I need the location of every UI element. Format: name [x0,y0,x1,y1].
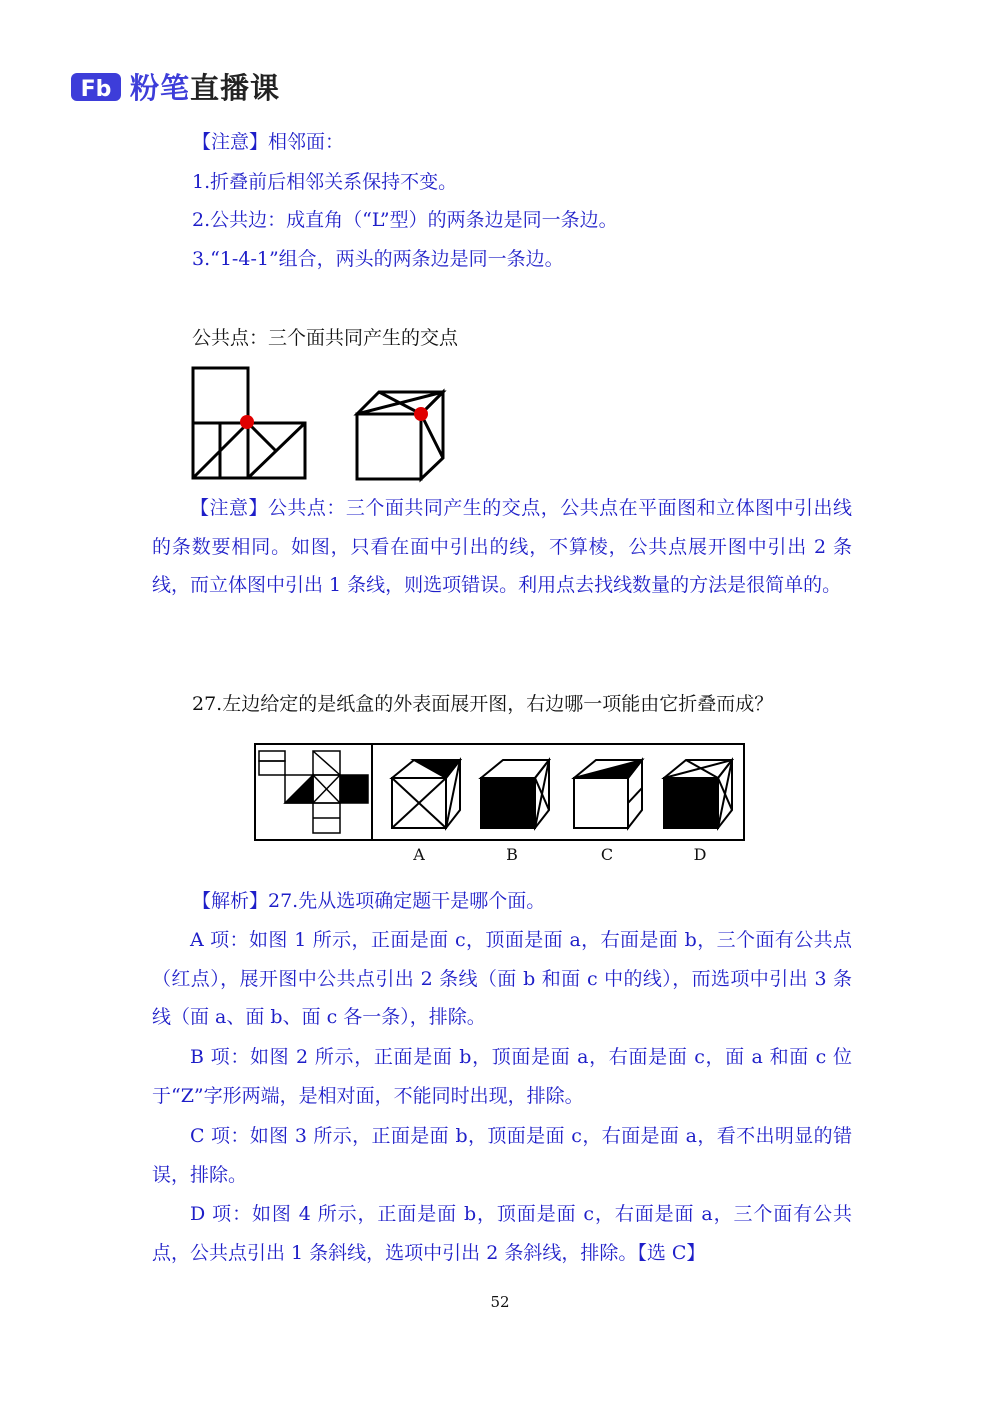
adjacent-note-title: 【注意】相邻面： [192,131,345,153]
option-d-cube [664,760,732,828]
analysis-option-a: A 项：如图 1 所示，正面是面 c，顶面是面 a，右面是面 b，三个面有公共点（红点），展开图中公共点引出 2 条线（面 b 和面 c 中的线），而选项中引出 3 条线（面 a、面 b、面 c 各一条），排除。 [152,929,852,1028]
option-b-cube [481,760,549,828]
question-net [259,751,368,833]
option-c-cube [574,760,642,828]
logo-mark-text: Fb [80,76,112,102]
option-label-c: C [600,845,614,864]
header-logo [70,66,280,107]
option-a-cube [392,760,460,828]
question-27-text: 27.左边给定的是纸盒的外表面展开图，右边哪一项能由它折叠而成？ [192,693,774,715]
analysis-option-b: B 项：如图 2 所示，正面是面 b，顶面是面 a，右面是面 c，面 a 和面 c 位于“Z”字形两端，是相对面，不能同时出现，排除。 [152,1046,852,1107]
common-point-dot [240,415,254,429]
adjacent-note-item-2: 2.公共边：成直角（“L”型）的两条边是同一条边。 [192,209,618,231]
option-label-a: A [413,845,425,864]
fenbi-logo-icon [70,70,122,104]
logo-brand: 粉笔 [130,71,191,105]
option-label-d: D [693,845,707,864]
logo-suffix: 直播课 [190,71,281,105]
adjacent-note-item-3: 3.“1-4-1”组合，两头的两条边是同一条边。 [192,248,564,270]
page-number: 52 [490,1293,510,1311]
question-27-figure [254,743,746,843]
option-label-b: B [506,845,518,864]
adjacent-note-item-1: 1.折叠前后相邻关系保持不变。 [192,171,458,193]
analysis-option-d: D 项：如图 4 所示，正面是面 b，顶面是面 c，右面是面 a，三个面有公共点，公共点引出 1 条斜线，选项中引出 2 条斜线，排除。【选 C】 [152,1203,852,1264]
common-point-dot [414,407,428,421]
common-point-net-figure [190,365,310,483]
analysis-intro: 【解析】27.先从选项确定题干是哪个面。 [192,890,546,912]
analysis-option-c: C 项：如图 3 所示，正面是面 b，顶面是面 c，右面是面 a，看不出明显的错误，排除。 [152,1125,852,1186]
logo-text [130,66,280,107]
common-point-cube-figure [352,388,447,483]
common-point-heading: 公共点：三个面共同产生的交点 [192,327,459,349]
common-point-note: 【注意】公共点：三个面共同产生的交点，公共点在平面图和立体图中引出线的条数要相同。如图，只看在面中引出的线，不算棱，公共点展开图中引出 2 条线，而立体图中引出 1 条线，则选项错误。利用点去找线数量的方法是很简单的。 [152,497,852,596]
